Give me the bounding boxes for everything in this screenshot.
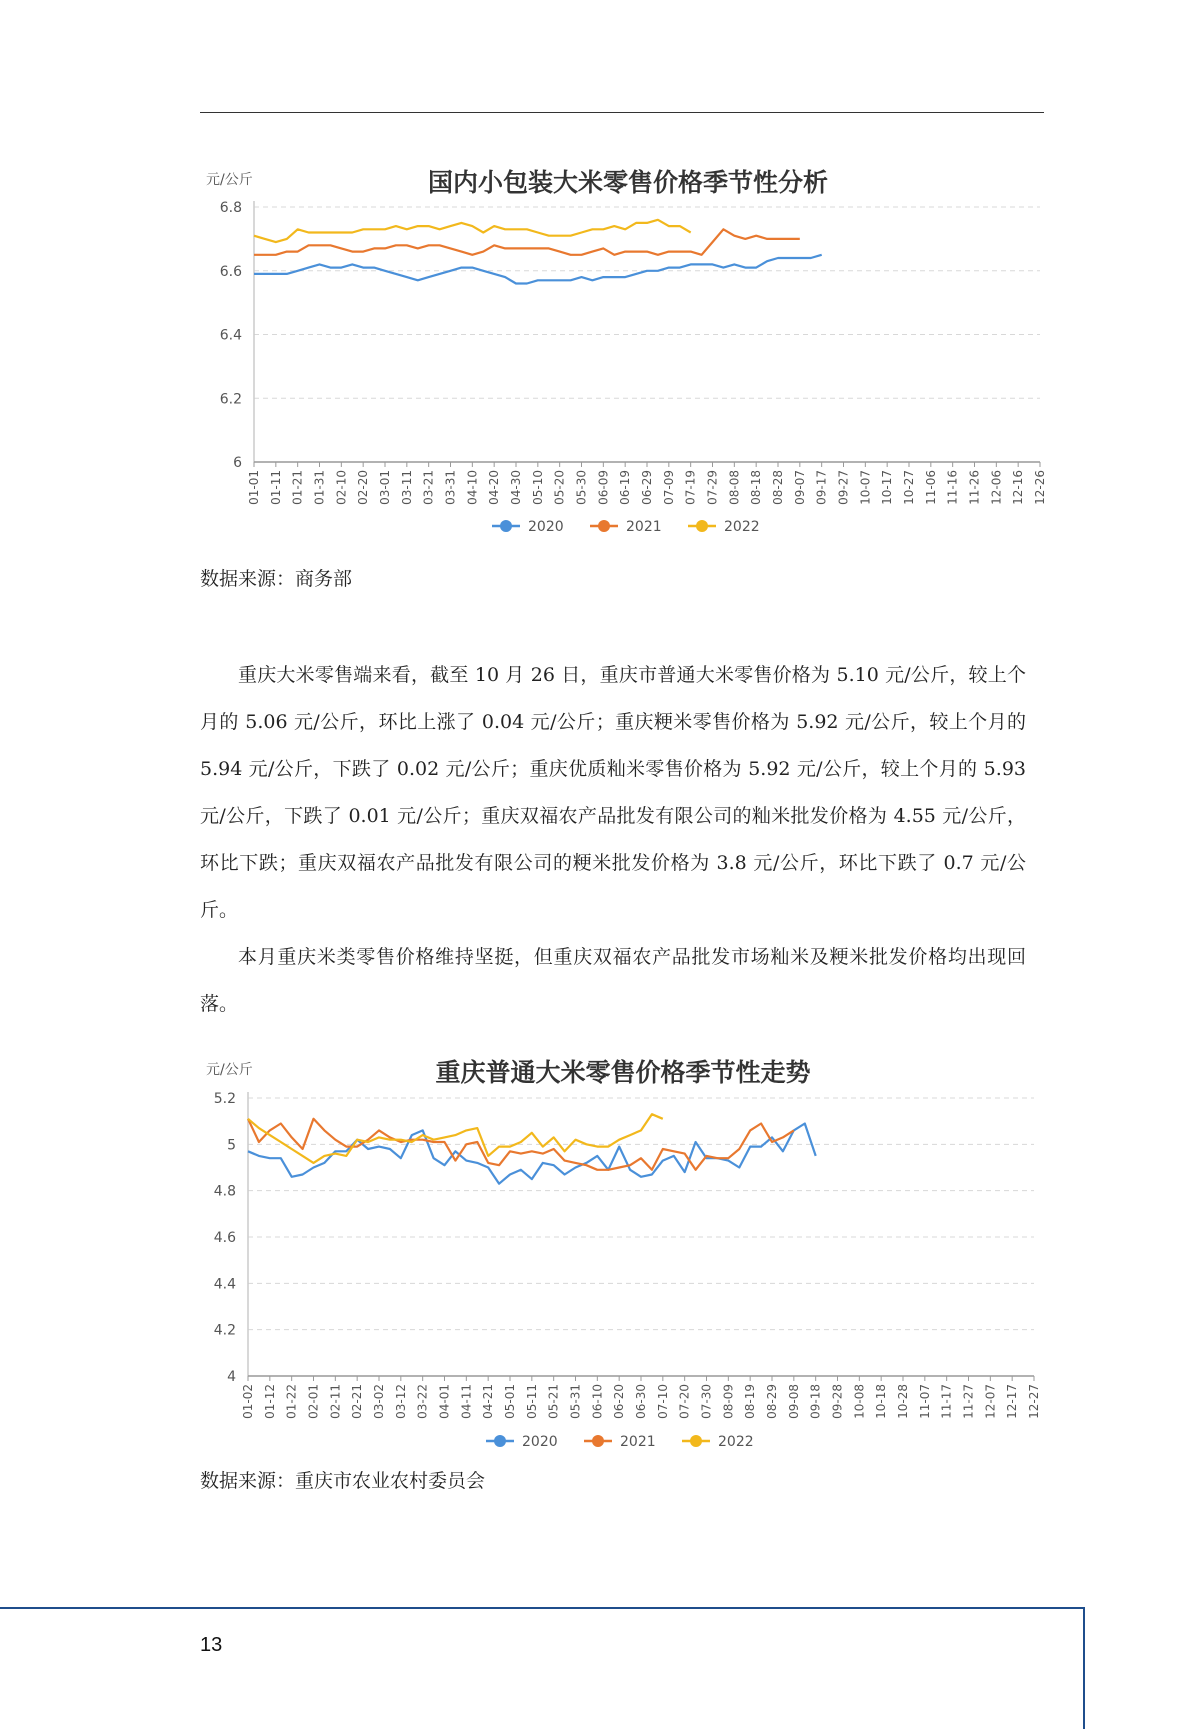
chart-1-x-tick: 05-10 (530, 470, 545, 505)
chart-1-x-tick: 04-20 (487, 470, 502, 505)
chart-2-x-tick: 05-31 (568, 1384, 583, 1419)
legend-marker-2021 (598, 520, 610, 532)
chart-1-y-tick: 6.8 (219, 200, 242, 216)
legend-label-2022: 2022 (718, 1434, 754, 1450)
chart-2-x-tick: 08-19 (743, 1384, 758, 1419)
chart-2-y-tick: 4.2 (213, 1322, 236, 1339)
chart-2-x-tick: 03-12 (393, 1384, 408, 1419)
chart-2-y-tick: 4 (227, 1369, 236, 1385)
chart-1-x-tick: 12-06 (989, 470, 1004, 505)
chart-1-x-tick: 06-29 (640, 470, 654, 505)
chart-1-series-2022 (254, 220, 691, 242)
chart-1-x-tick: 01-21 (290, 470, 305, 505)
legend-label-2020: 2020 (522, 1434, 558, 1450)
chart-2-x-tick: 01-12 (262, 1384, 277, 1419)
chart-1 (200, 152, 1047, 552)
chart-1-x-tick: 04-30 (509, 470, 523, 505)
chart-1-x-tick: 12-26 (1033, 470, 1047, 505)
chart-2-x-tick: 11-07 (917, 1384, 932, 1419)
chart-2-x-tick: 06-20 (612, 1384, 627, 1419)
legend-marker-2022 (696, 520, 708, 532)
legend-label-2020: 2020 (528, 519, 564, 535)
chart-1-x-tick: 01-01 (247, 470, 261, 505)
chart-2-y-tick: 4.4 (213, 1276, 236, 1293)
chart-1-x-tick: 11-16 (945, 470, 960, 505)
chart-2-x-tick: 06-30 (634, 1384, 648, 1419)
chart-1-y-tick: 6.2 (219, 391, 242, 408)
chart-1-x-tick: 09-17 (814, 470, 829, 505)
chart-1-source: 数据来源：商务部 (200, 568, 353, 590)
chart-1-x-tick: 08-18 (749, 470, 764, 505)
chart-1-x-tick: 07-29 (705, 470, 720, 505)
chart-2-x-tick: 09-18 (808, 1384, 823, 1419)
chart-2-x-tick: 06-10 (590, 1384, 605, 1419)
chart-1-x-tick: 01-11 (268, 470, 283, 505)
chart-2-x-tick: 07-30 (699, 1384, 714, 1419)
chart-2-x-tick: 10-08 (852, 1384, 867, 1419)
chart-1-x-tick: 09-07 (792, 470, 807, 505)
legend-label-2022: 2022 (724, 519, 760, 535)
chart-2-y-tick: 4.8 (213, 1183, 236, 1200)
chart-2-y-unit: 元/公斤 (206, 1062, 253, 1078)
chart-1-x-tick: 12-16 (1011, 470, 1026, 505)
chart-2-y-tick: 5.2 (213, 1091, 236, 1107)
chart-1-x-tick: 11-26 (967, 470, 982, 505)
chart-1-x-tick: 01-31 (312, 470, 327, 505)
chart-1-x-tick: 03-11 (399, 470, 414, 505)
chart-1-x-tick: 05-20 (552, 470, 567, 505)
chart-2-x-tick: 12-07 (983, 1384, 998, 1419)
chart-1-x-tick: 04-10 (465, 470, 480, 505)
chart-2-x-tick: 07-20 (677, 1384, 692, 1419)
chart-2-source: 数据来源：重庆市农业农村委员会 (200, 1470, 486, 1492)
chart-2-x-tick: 12-27 (1027, 1384, 1041, 1419)
legend-marker-2020 (500, 520, 512, 532)
chart-2-x-tick: 05-21 (546, 1384, 561, 1419)
chart-2-x-tick: 04-11 (459, 1384, 474, 1419)
legend-marker-2021 (592, 1435, 604, 1447)
chart-1-x-tick: 08-08 (727, 470, 742, 505)
chart-2-y-tick: 5 (227, 1137, 236, 1154)
chart-1-x-tick: 07-09 (661, 470, 676, 505)
chart-1-x-tick: 07-19 (683, 470, 698, 505)
chart-2-x-tick: 01-22 (284, 1384, 299, 1419)
chart-2-x-tick: 01-02 (241, 1384, 255, 1419)
chart-2-x-tick: 10-28 (896, 1384, 910, 1419)
chart-2-x-tick: 02-11 (328, 1384, 343, 1419)
chart-2-x-tick: 05-01 (503, 1384, 517, 1419)
chart-2-x-tick: 12-17 (1005, 1384, 1020, 1419)
body-text (200, 652, 1026, 1028)
paragraph-2: 本月重庆米类零售价格维持坚挺，但重庆双福农产品批发市场籼米及粳米批发价格均出现回落。 (200, 946, 1026, 1015)
header-rule (200, 112, 1044, 113)
page-number: 13 (200, 1634, 223, 1656)
chart-1-x-tick: 02-10 (334, 470, 349, 505)
chart-2-x-tick: 11-27 (961, 1384, 976, 1419)
chart-2-title: 重庆普通大米零售价格季节性走势 (435, 1058, 811, 1087)
chart-1-y-tick: 6.6 (219, 263, 242, 280)
chart-2-x-tick: 04-01 (437, 1384, 452, 1419)
footer-frame (0, 1607, 1085, 1729)
chart-1-x-tick: 10-17 (880, 470, 895, 505)
chart-1-x-tick: 03-21 (421, 470, 436, 505)
chart-2-x-tick: 05-11 (524, 1384, 539, 1419)
chart-2 (200, 1042, 1044, 1456)
chart-1-series-2020 (254, 255, 822, 284)
chart-2-x-tick: 03-02 (372, 1384, 386, 1419)
chart-1-x-tick: 10-27 (902, 470, 916, 505)
chart-1-x-tick: 11-06 (923, 470, 938, 505)
chart-1-y-tick: 6 (233, 455, 242, 471)
chart-1-title: 国内小包装大米零售价格季节性分析 (427, 168, 829, 197)
chart-1-x-tick: 06-19 (618, 470, 633, 505)
chart-1-x-tick: 02-20 (356, 470, 371, 505)
chart-2-y-tick: 4.6 (213, 1230, 236, 1246)
chart-1-y-unit: 元/公斤 (206, 172, 253, 188)
legend-label-2021: 2021 (620, 1434, 656, 1450)
chart-1-x-tick: 03-01 (378, 470, 392, 505)
chart-1-x-tick: 06-09 (596, 470, 611, 505)
chart-1-x-tick: 10-07 (858, 470, 873, 505)
paragraph-1: 重庆大米零售端来看，截至 10 月 26 日，重庆市普通大米零售价格为 5.10 元/公斤，较上个月的 5.06 元/公斤，环比上涨了 0.04 元/公斤；重庆粳米零售价格为 5.92 元/公斤，较上个月的 5.94 元/公斤，下跌了 0.02 元/公斤；重庆优质籼米零售价格为 5.92 元/公斤，较上个月的 5.93 元/公斤，下跌了 0.01 元/公斤；重庆双福农产品批发有限公司的籼米批发价格为 4.55 元/公斤，环比下跌；重庆双福农产品批发有限公司的粳米批发价格为 3.8 元/公斤，环比下跌了 0.7 元/公斤。 (200, 664, 1026, 921)
chart-2-x-tick: 09-28 (830, 1384, 845, 1419)
legend-marker-2020 (494, 1435, 506, 1447)
chart-1-x-tick: 08-28 (771, 470, 785, 505)
chart-2-x-tick: 11-17 (939, 1384, 954, 1419)
chart-2-x-tick: 08-09 (721, 1384, 736, 1419)
chart-2-series-2022 (248, 1114, 663, 1163)
chart-1-x-tick: 03-31 (443, 470, 458, 505)
chart-2-x-tick: 07-10 (655, 1384, 670, 1419)
chart-2-x-tick: 08-29 (765, 1384, 779, 1419)
chart-2-x-tick: 02-01 (306, 1384, 321, 1419)
chart-2-x-tick: 09-08 (786, 1384, 801, 1419)
chart-1-y-tick: 6.4 (219, 327, 242, 344)
chart-1-x-tick: 05-30 (574, 470, 589, 505)
chart-2-x-tick: 04-21 (481, 1384, 496, 1419)
chart-1-x-tick: 09-27 (836, 470, 851, 505)
legend-label-2021: 2021 (626, 519, 662, 535)
chart-2-x-tick: 03-22 (415, 1384, 430, 1419)
chart-2-x-tick: 10-18 (874, 1384, 889, 1419)
chart-2-x-tick: 02-21 (350, 1384, 365, 1419)
legend-marker-2022 (690, 1435, 702, 1447)
